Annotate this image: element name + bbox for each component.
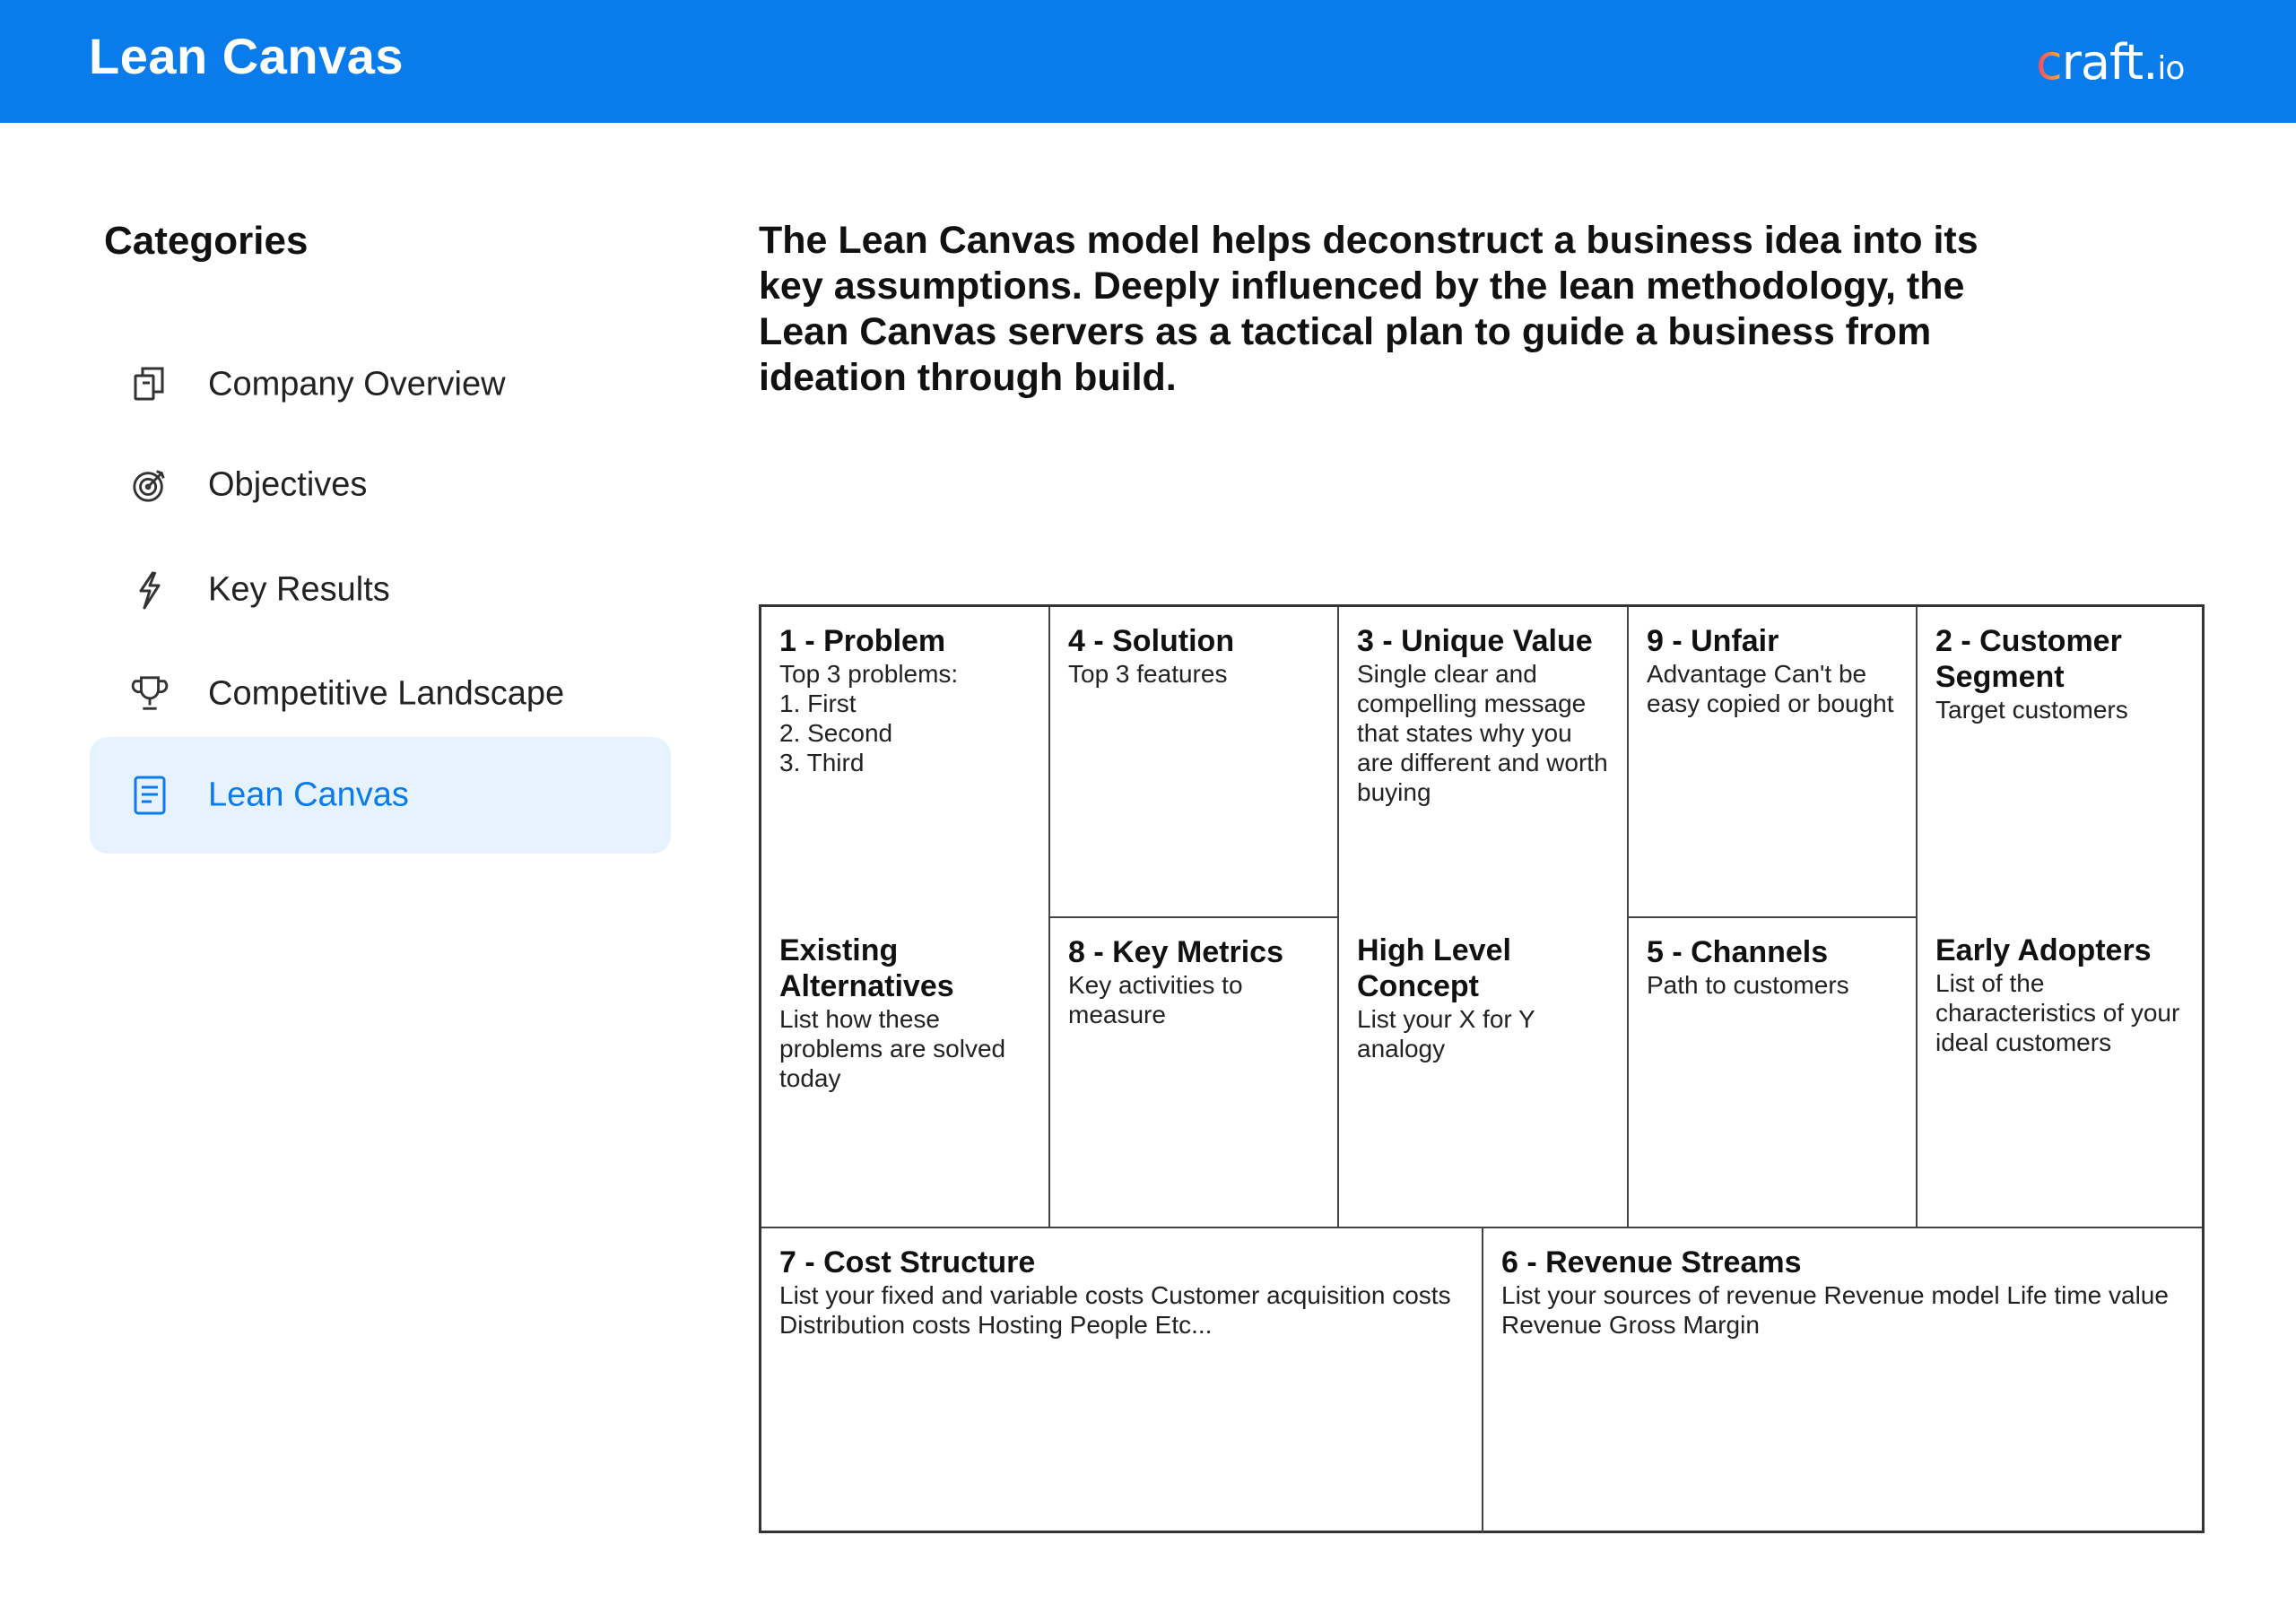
canvas-cell-cost-structure[interactable]	[761, 1228, 1482, 1533]
canvas-cell-early-adopters[interactable]	[1918, 916, 2202, 1227]
trophy-icon	[131, 673, 169, 715]
cell-description: List of the characteristics of your ideal customers	[1935, 969, 2180, 1056]
logo-dot: .	[2143, 34, 2158, 91]
cell-description: List how these problems are solved today	[779, 1005, 1006, 1092]
sidebar-item-competitive-landscape[interactable]	[90, 636, 671, 752]
canvas-cell-customer-segment[interactable]	[1918, 607, 2202, 916]
app-header	[0, 0, 2296, 123]
cell-description: Top 3 problems: 1. First 2. Second 3. Third	[779, 660, 959, 776]
cell-title: 1 - Problem	[779, 624, 946, 658]
cell-description: Top 3 features	[1068, 660, 1228, 688]
cell-title: 8 - Key Metrics	[1068, 935, 1283, 969]
cell-description: List your sources of revenue Revenue model Life time value Revenue Gross Margin	[1501, 1281, 2169, 1339]
copy-icon	[131, 364, 169, 405]
cell-description: Single clear and compelling message that states why you are different and worth buying	[1357, 660, 1608, 806]
cell-description: List your fixed and variable costs Customer acquisition costs Distribution costs Hosting People Etc...	[779, 1281, 1451, 1339]
cell-title: 9 - Unfair	[1647, 624, 1779, 658]
craft-logo[interactable]	[2036, 34, 2184, 91]
cell-title: High Level Concept	[1357, 933, 1511, 1003]
sidebar-item-key-results[interactable]	[90, 532, 671, 648]
logo-text: raft	[2061, 34, 2144, 91]
cell-title: 3 - Unique Value	[1357, 624, 1593, 658]
lightning-icon	[131, 569, 169, 611]
cell-description: Path to customers	[1647, 971, 1849, 999]
canvas-cell-existing-alternatives[interactable]	[761, 916, 1048, 1227]
sidebar-item-label: Lean Canvas	[208, 776, 409, 814]
logo-letter-c: c	[2036, 34, 2062, 91]
target-icon	[131, 464, 169, 506]
cell-title: Existing Alternatives	[779, 933, 954, 1003]
cell-description: List your X for Y analogy	[1357, 1005, 1535, 1063]
logo-suffix: io	[2157, 50, 2185, 87]
cell-title: Early Adopters	[1935, 933, 2152, 967]
canvas-cell-unfair-advantage[interactable]	[1629, 607, 1916, 916]
canvas-cell-solution[interactable]	[1050, 607, 1337, 916]
sidebar-item-label: Company Overview	[208, 365, 506, 403]
canvas-cell-high-level-concept[interactable]	[1339, 916, 1627, 1227]
cell-description: Target customers	[1935, 696, 2128, 724]
sidebar-item-label: Objectives	[208, 465, 368, 504]
intro-text: The Lean Canvas model helps deconstruct a business idea into its key assumptions. Deeply influenced by the lean methodology, the Lean Canvas servers as a tactical plan to guide a business from ideation through build.	[759, 219, 1979, 399]
cell-description: Key activities to measure	[1068, 971, 1243, 1028]
sidebar-item-lean-canvas[interactable]	[90, 737, 671, 854]
canvas-cell-revenue-streams[interactable]	[1483, 1228, 2202, 1533]
sidebar-item-objectives[interactable]	[90, 427, 671, 543]
canvas-cell-unique-value[interactable]	[1339, 607, 1627, 916]
page-title: Lean Canvas	[89, 28, 404, 84]
cell-title: 2 - Customer Segment	[1935, 624, 2122, 694]
cell-title: 4 - Solution	[1068, 624, 1235, 658]
canvas-cell-channels[interactable]	[1629, 918, 1916, 1227]
categories-heading: Categories	[104, 219, 309, 263]
sidebar-item-label: Competitive Landscape	[208, 674, 565, 713]
cell-title: 6 - Revenue Streams	[1501, 1245, 1802, 1279]
lean-canvas	[759, 604, 2205, 1533]
cell-title: 7 - Cost Structure	[779, 1245, 1036, 1279]
sidebar-item-label: Key Results	[208, 570, 390, 609]
canvas-cell-key-metrics[interactable]	[1050, 918, 1337, 1227]
canvas-cell-problem[interactable]	[761, 607, 1048, 916]
cell-title: 5 - Channels	[1647, 935, 1829, 969]
sidebar-item-company-overview[interactable]	[90, 326, 671, 443]
document-icon	[131, 775, 169, 816]
cell-description: Advantage Can't be easy copied or bought	[1647, 660, 1894, 717]
